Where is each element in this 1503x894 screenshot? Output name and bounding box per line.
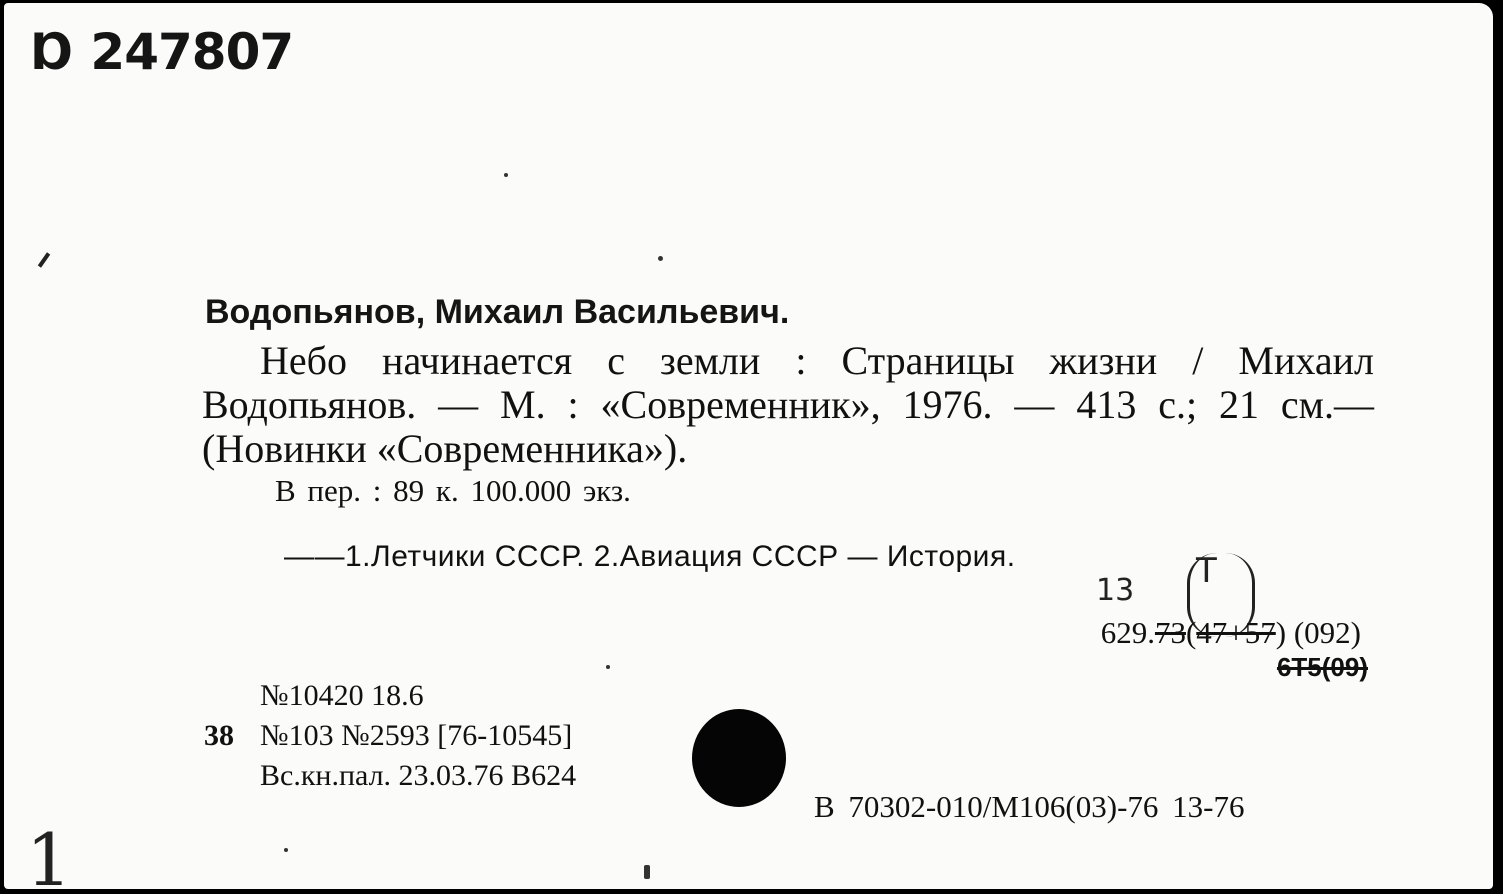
class-prefix: 629. [1100, 615, 1155, 650]
speck [504, 173, 508, 177]
speck [606, 665, 610, 669]
class-struck-range: 47+57 [1196, 615, 1276, 650]
call-number: Ɒ 247807 [32, 23, 294, 81]
footer-line-2 [204, 716, 576, 756]
classification-code [1101, 615, 1361, 651]
class-struck-digits: 73 [1154, 615, 1186, 650]
publisher-code-line: В 70302-010/М106(03)-76 13-76 [814, 789, 1245, 824]
footer-line-1-text: №10420 18.6 [260, 679, 424, 712]
author-heading: Водопьянов, Михаил Васильевич. [205, 293, 790, 331]
price-line: В пер. : 89 к. 100.000 экз. [275, 473, 631, 508]
bibliographic-description [202, 339, 1374, 471]
footer-line-3 [204, 756, 576, 796]
speck [644, 865, 650, 879]
class-rest: ) (092) [1275, 615, 1361, 650]
handwritten-margin-mark: 1 [26, 818, 72, 889]
class-paren: ( [1185, 615, 1197, 650]
speck [284, 848, 288, 852]
footer-line-2-lead: 38 [204, 719, 234, 752]
footer-line-2-text: №103 №2593 [76-10545] [260, 719, 573, 752]
pencil-mark [38, 252, 50, 267]
catalog-card [4, 3, 1493, 889]
handwritten-letter: Т [1196, 551, 1217, 591]
footer-line-3-text: Вс.кн.пал. 23.03.76 В624 [260, 759, 577, 792]
card-footer [204, 676, 576, 796]
footer-line-1 [204, 676, 576, 716]
ink-blot [692, 709, 786, 807]
speck [658, 256, 663, 261]
subject-headings: ——1.Летчики СССР. 2.Авиация СССР — История. [284, 540, 1016, 573]
old-classification-code: 6Т5(09) [1276, 652, 1368, 682]
handwritten-number: 13 [1096, 573, 1135, 608]
description-text: Небо начинается с земли : Страницы жизни / Михаил Водопьянов. — М. : «Современник», 1976. — 413 с.; 21 см.— (Новинки «Современника»). [202, 338, 1374, 471]
